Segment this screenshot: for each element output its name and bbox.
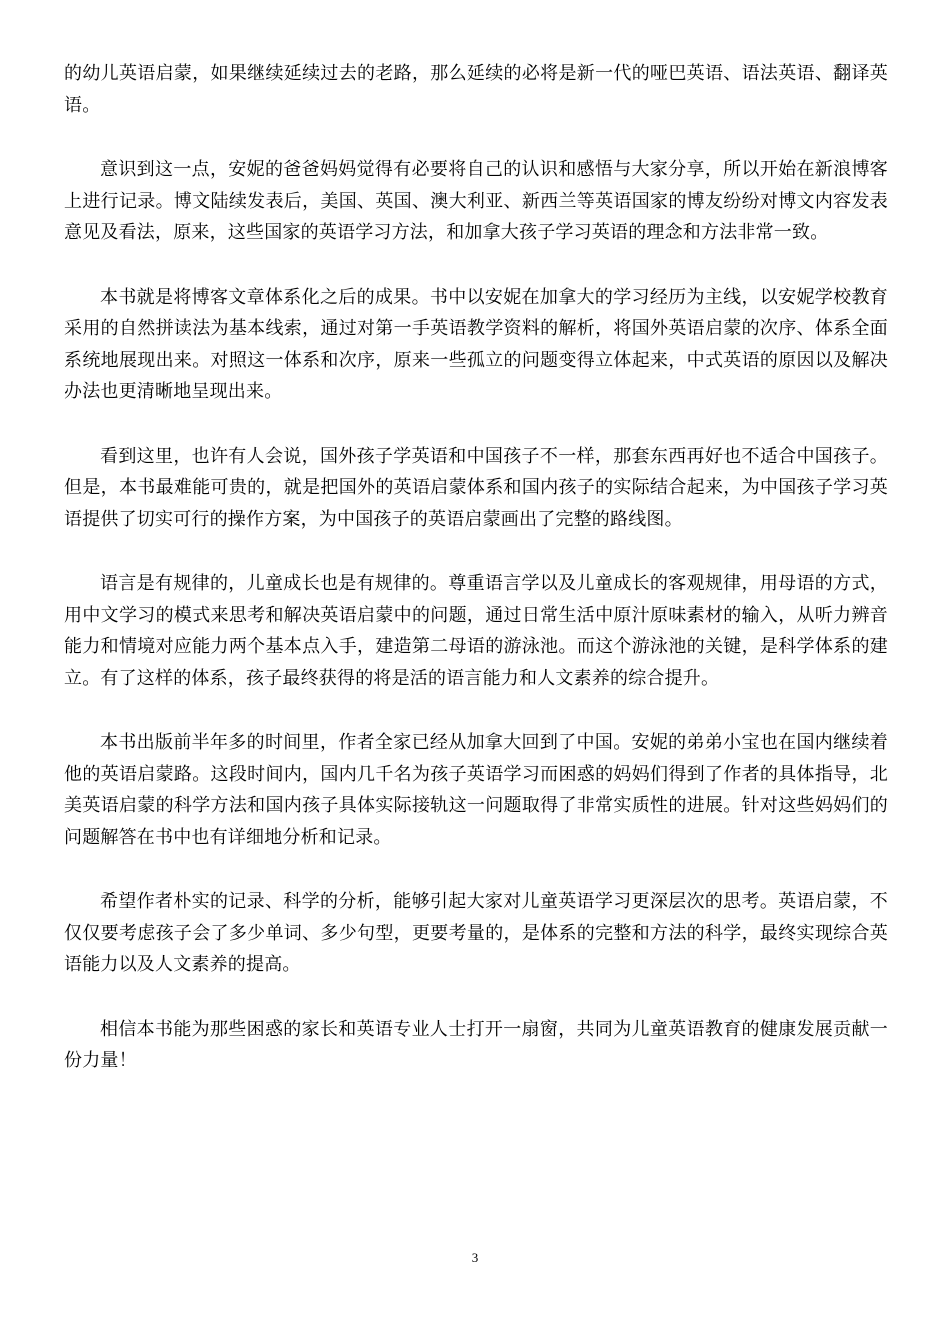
- paragraph: 本书出版前半年多的时间里，作者全家已经从加拿大回到了中国。安妮的弟弟小宝也在国内继续着他的英语启蒙路。这段时间内，国内几千名为孩子英语学习而困惑的妈妈们得到了作者的具体指导，北美英语启蒙的科学方法和国内孩子具体实际接轨这一问题取得了非常实质性的进展。针对这些妈妈们的问题解答在书中也有详细地分析和记录。: [64, 732, 888, 848]
- paragraph-continued: 的幼儿英语启蒙，如果继续延续过去的老路，那么延续的必将是新一代的哑巴英语、语法英语、翻译英语。: [64, 63, 888, 116]
- paragraph: 本书就是将博客文章体系化之后的成果。书中以安妮在加拿大的学习经历为主线，以安妮学校教育采用的自然拼读法为基本线索，通过对第一手英语教学资料的解析，将国外英语启蒙的次序、体系全面系统地展现出来。对照这一体系和次序，原来一些孤立的问题变得立体起来，中式英语的原因以及解决办法也更清晰地呈现出来。: [64, 286, 888, 402]
- page-number: 3: [471, 1250, 479, 1265]
- page-body: [64, 58, 888, 1110]
- paragraph: 希望作者朴实的记录、科学的分析，能够引起大家对儿童英语学习更深层次的思考。英语启蒙，不仅仅要考虑孩子会了多少单词、多少句型，更要考量的，是体系的完整和方法的科学，最终实现综合英语能力以及人文素养的提高。: [64, 891, 888, 975]
- paragraph: 相信本书能为那些困惑的家长和英语专业人士打开一扇窗，共同为儿童英语教育的健康发展贡献一份力量！: [64, 1018, 888, 1071]
- paragraph: 意识到这一点，安妮的爸爸妈妈觉得有必要将自己的认识和感悟与大家分享，所以开始在新浪博客上进行记录。博文陆续发表后，美国、英国、澳大利亚、新西兰等英语国家的博友纷纷对博文内容发表意见及看法，原来，这些国家的英语学习方法，和加拿大孩子学习英语的理念和方法非常一致。: [64, 159, 888, 243]
- paragraph: 看到这里，也许有人会说，国外孩子学英语和中国孩子不一样，那套东西再好也不适合中国孩子。但是，本书最难能可贵的，就是把国外的英语启蒙体系和国内孩子的实际结合起来，为中国孩子学习英语提供了切实可行的操作方案，为中国孩子的英语启蒙画出了完整的路线图。: [64, 445, 888, 530]
- paragraph: 语言是有规律的，儿童成长也是有规律的。尊重语言学以及儿童成长的客观规律，用母语的方式，用中文学习的模式来思考和解决英语启蒙中的问题，通过日常生活中原汁原味素材的输入，从听力辨音能力和情境对应能力两个基本点入手，建造第二母语的游泳池。而这个游泳池的关键，是科学体系的建立。有了这样的体系，孩子最终获得的将是活的语言能力和人文素养的综合提升。: [64, 573, 888, 689]
